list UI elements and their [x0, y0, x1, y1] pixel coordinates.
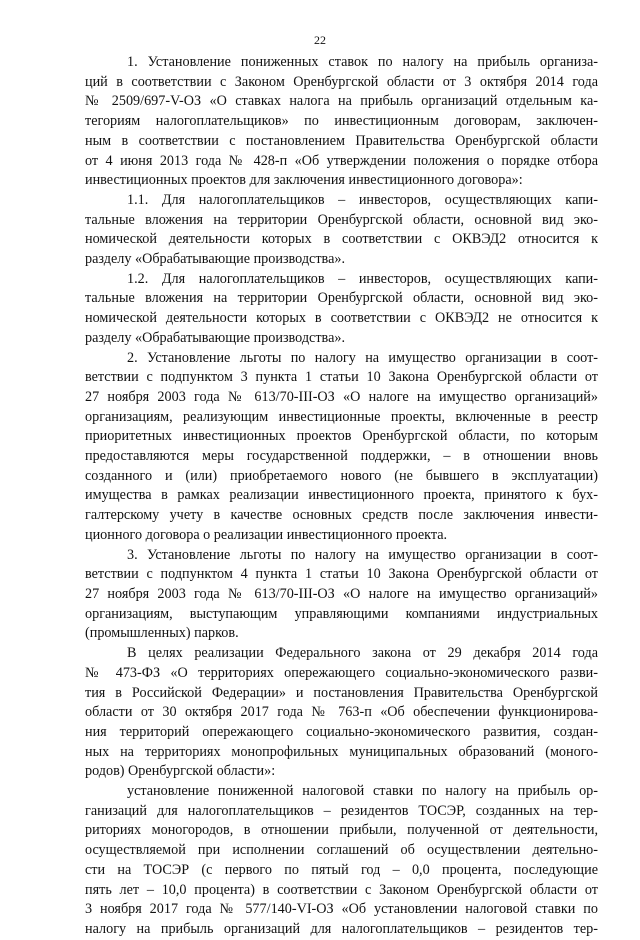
- text-line: ций в соответствии с Законом Оренбургской области от 3 октября 2014 года: [85, 73, 598, 90]
- text-line: номической деятельности которых в соответствии с ОКВЭД2 относится к: [85, 231, 598, 248]
- text-line: 27 ноября 2003 года № 613/70-III-ОЗ «О налоге на имущество организаций»: [85, 388, 598, 405]
- text-line: тия в Российской Федерации» и постановления Правительства Оренбургской: [85, 684, 598, 701]
- text-line: 27 ноября 2003 года № 613/70-III-ОЗ «О налоге на имущество организаций»: [85, 585, 598, 602]
- text-line: предоставляются меры государственной поддержки, – в отношении вновь: [85, 448, 598, 465]
- text-line: тегориям налогоплательщиков» по инвестиционным договорам, заключен-: [85, 113, 598, 130]
- text-line: 2. Установление льготы по налогу на имущество организации в соот-: [127, 349, 598, 366]
- text-line: 3. Установление льготы по налогу на имущество организации в соот-: [127, 546, 598, 563]
- text-line: созданного и (или) приобретаемого нового (не бывшего в эксплуатации): [85, 467, 598, 484]
- text-line: родов) Оренбургской области»:: [85, 763, 276, 780]
- page-number: 22: [314, 33, 326, 47]
- text-line: осуществляемой при исполнении соглашений об осуществлении деятельно-: [85, 842, 598, 859]
- text-line: разделу «Обрабатывающие производства».: [85, 329, 346, 346]
- text-line: № 2509/697-V-ОЗ «О ставках налога на прибыль организаций отдельным ка-: [85, 93, 598, 110]
- text-line: организациям, выступающим управляющими компаниями индустриальных: [85, 605, 598, 622]
- text-line: номической деятельности которых в соответствии с ОКВЭД2 не относится к: [85, 310, 598, 327]
- text-line: В целях реализации Федерального закона от 29 декабря 2014 года: [127, 645, 598, 662]
- text-line: ния территорий опережающего социально-экономического развития, создан-: [85, 723, 598, 740]
- text-line: 1.2. Для налогоплательщиков – инвесторов, осуществляющих капи-: [127, 270, 598, 287]
- text-line: области от 30 октября 2017 года № 763-п «Об обеспечении функционирова-: [85, 704, 598, 721]
- text-line: организациям, реализующим инвестиционные проекты, включенные в реестр: [85, 408, 598, 425]
- text-line: ционного договора о реализации инвестиционного проекта.: [85, 526, 448, 543]
- text-line: инвестиционных проектов для заключения инвестиционного договора»:: [85, 172, 523, 189]
- text-line: 1. Установление пониженных ставок по налогу на прибыль организа-: [127, 54, 598, 70]
- text-line: ганизаций для налогоплательщиков – резидентов ТОСЭР, созданных на тер-: [85, 802, 598, 819]
- text-line: разделу «Обрабатывающие производства».: [85, 251, 346, 268]
- text-line: сти на ТОСЭР (с первого по пятый год – 0,0 процента, последующие: [85, 861, 598, 878]
- text-line: 3 ноября 2017 года № 577/140-VI-ОЗ «Об установлении налоговой ставки по: [85, 901, 598, 918]
- text-line: установление пониженной налоговой ставки по налогу на прибыль ор-: [127, 783, 598, 800]
- text-line: пять лет – 10,0 процента) в соответствии с Законом Оренбургской области от: [85, 881, 598, 898]
- text-line: ных на территориях монопрофильных муниципальных образований (моного-: [85, 743, 598, 760]
- text-line: от 4 июня 2013 года № 428-п «Об утверждении положения о порядке отбора: [85, 152, 598, 169]
- text-line: ветствии с подпунктом 3 пункта 1 статьи 10 Закона Оренбургской области от: [85, 369, 598, 386]
- text-line: тальные вложения на территории Оренбургской области, основной вид эко-: [85, 290, 598, 307]
- text-line: 1.1. Для налогоплательщиков – инвесторов, осуществляющих капи-: [127, 191, 598, 208]
- text-line: галтерскому учету в качестве основных средств после заключения инвести-: [85, 507, 598, 524]
- text-line: № 473-ФЗ «О территориях опережающего социально-экономического разви-: [85, 664, 598, 681]
- text-line: (промышленных) парков.: [85, 625, 239, 642]
- text-line: имущества в рамках реализации инвестиционного проекта, принятого к бух-: [85, 487, 598, 504]
- text-line: ветствии с подпунктом 4 пункта 1 статьи 10 Закона Оренбургской области от: [85, 566, 598, 583]
- text-line: тальные вложения на территории Оренбургской области, основной вид эко-: [85, 211, 598, 228]
- text-line: приоритетных инвестиционных проектов Оренбургской области, по которым: [85, 428, 598, 445]
- text-line: ным в соответствии с постановлением Правительства Оренбургской области: [85, 132, 598, 149]
- text-line: риториях моногородов, в отношении прибыли, полученной от деятельности,: [85, 822, 598, 839]
- text-line: налогу на прибыль организаций для налогоплательщиков – резидентов тер-: [85, 920, 598, 937]
- body-text: [85, 53, 598, 940]
